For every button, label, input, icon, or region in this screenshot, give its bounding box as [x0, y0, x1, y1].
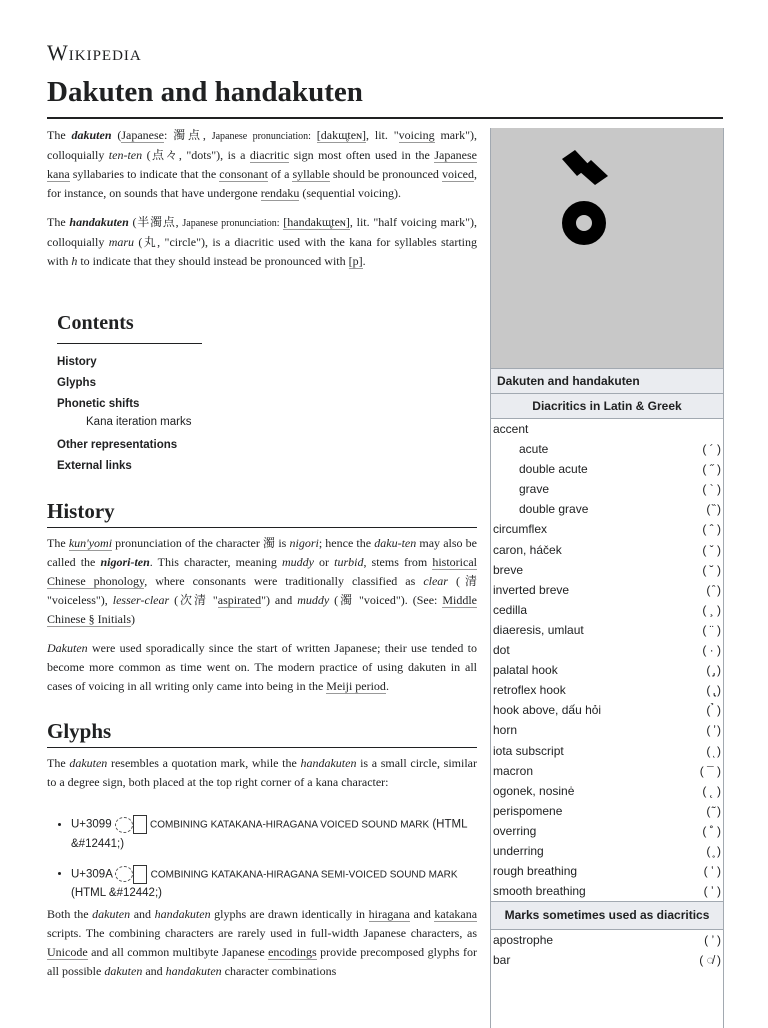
infobox-row-label[interactable]: ogonek, nosinė: [493, 783, 575, 798]
text-run: muddy: [297, 593, 330, 607]
text-run: were used sporadically since the start of written Japanese; their use tended to become more common as time went on. The modern practice of using dakuten in all cases of voicing in all writing only came into being in the: [47, 641, 477, 693]
infobox-row[interactable]: [491, 781, 723, 801]
infobox-row-symbol: ( ´ ): [702, 442, 721, 457]
text-run: handakuten: [69, 215, 129, 229]
toc-item[interactable]: Other representations: [57, 439, 178, 451]
text-run: (丸, "circle"), is a diacritic used with the kana for syllables starting with: [47, 235, 477, 268]
text-run: [311, 128, 317, 142]
infobox-row-symbol: ( ’ ): [704, 933, 721, 948]
infobox-caption: Dakuten and handakuten: [491, 368, 723, 394]
toc-item[interactable]: External links: [57, 460, 132, 472]
text-run: character combinations: [221, 964, 337, 978]
text-run: resembles a quotation mark, while the: [107, 756, 301, 770]
text-run: sign most often used in the: [289, 148, 435, 162]
infobox-row-label[interactable]: caron, háček: [493, 542, 562, 557]
infobox-row-label[interactable]: palatal hook: [493, 663, 558, 678]
inline-link[interactable]: aspirated: [217, 593, 262, 607]
infobox-row[interactable]: [491, 580, 723, 600]
infobox-row[interactable]: [491, 560, 723, 580]
text-run: Dakuten: [47, 641, 88, 655]
text-run: maru: [108, 235, 135, 249]
infobox-row-symbol: ( ˆ ): [702, 522, 721, 537]
text-run: to indicate that they should instead be pronounced with: [77, 254, 349, 268]
codepoint-html: (HTML &#12442;): [71, 887, 162, 900]
inline-link[interactable]: encodings: [268, 945, 317, 959]
infobox-section-latin-greek: Diacritics in Latin & Greek: [491, 394, 723, 419]
text-run: (次清 ": [169, 593, 218, 607]
infobox-row[interactable]: [491, 741, 723, 761]
toc-item[interactable]: History: [57, 356, 97, 368]
inline-link[interactable]: Unicode: [47, 945, 88, 959]
text-run: dakuten: [104, 964, 143, 978]
infobox-row-label[interactable]: cedilla: [493, 602, 528, 617]
inline-link[interactable]: Middle Chinese § Initials: [47, 593, 477, 626]
dakuten-handakuten-glyph-icon: [491, 128, 723, 368]
text-run: The: [47, 536, 69, 550]
infobox-row-symbol: ( · ): [702, 643, 721, 658]
toc-item[interactable]: Kana iteration marks: [86, 416, 192, 428]
text-run: The: [47, 128, 72, 142]
wikipedia-logo[interactable]: Wikipedia: [47, 40, 142, 65]
infobox-row-symbol: ( ˇ ): [702, 542, 721, 557]
infobox-row-label[interactable]: iota subscript: [493, 743, 564, 758]
infobox-row-symbol: ( ʼ ): [703, 884, 721, 899]
text-run: , stems from: [363, 555, 433, 569]
history-heading: History: [47, 499, 115, 523]
text-run: syllabaries to indicate that the: [69, 167, 220, 181]
infobox-row[interactable]: [491, 600, 723, 620]
inline-link[interactable]: syllable: [292, 167, 330, 181]
glyphs-divider: [47, 747, 477, 748]
text-run: ): [131, 612, 135, 626]
text-run: , for instance, on sounds that have undergone: [47, 167, 477, 200]
text-run: ") and: [261, 593, 298, 607]
infobox-image[interactable]: [491, 128, 723, 368]
infobox-row-symbol: ( ˛ ): [702, 783, 721, 798]
missing-glyph-icon: [133, 865, 147, 884]
text-run: and: [409, 907, 435, 921]
infobox-row-label[interactable]: inverted breve: [493, 582, 570, 597]
text-run: lesser-clear: [112, 593, 170, 607]
glyphs-paragraph-2: [47, 905, 477, 981]
glyphs-paragraph-1: [47, 754, 477, 792]
text-run: . This character, meaning: [149, 555, 282, 569]
toc-item[interactable]: Glyphs: [57, 377, 96, 389]
infobox-row[interactable]: [491, 439, 723, 459]
infobox-row[interactable]: [491, 861, 723, 881]
text-run: provide precomposed glyphs for all possible: [47, 945, 477, 978]
infobox-row-label[interactable]: breve: [493, 562, 524, 577]
history-divider: [47, 527, 477, 528]
text-run: is a small circle, similar to a degree sign, both placed at the top right corner of a kana character:: [47, 756, 477, 789]
text-run: muddy: [281, 555, 314, 569]
infobox-row-symbol: ( ˝ ): [702, 462, 721, 477]
text-run: dakuten: [92, 907, 131, 921]
text-run: (sequential voicing).: [299, 186, 402, 200]
text-run: The: [47, 756, 70, 770]
infobox-row[interactable]: [491, 821, 723, 841]
infobox-row[interactable]: [491, 620, 723, 640]
infobox-row-label[interactable]: dot: [493, 643, 510, 658]
inline-link[interactable]: Meiji period: [326, 679, 386, 693]
infobox-row-symbol: ( ʽ ): [703, 864, 721, 879]
text-run: pronunciation of the character 濁 is: [112, 536, 290, 550]
text-run: glyphs are drawn identically in: [210, 907, 369, 921]
infobox-rows-marks: [491, 930, 723, 970]
inline-link[interactable]: hiragana: [368, 907, 410, 921]
infobox-row-label[interactable]: circumflex: [493, 522, 548, 537]
glyphs-intro: [47, 754, 477, 792]
text-run: h: [71, 254, 78, 268]
intro-section: [47, 126, 477, 271]
infobox-row-label[interactable]: overring: [493, 823, 537, 838]
codepoint-name: COMBINING KATAKANA-HIRAGANA VOICED SOUND MARK: [150, 819, 430, 831]
infobox-row-symbol: ( ̢ ): [706, 683, 721, 698]
inline-link[interactable]: kun'yomi: [68, 536, 113, 550]
text-run: of a: [267, 167, 293, 181]
codepoint-list: [55, 815, 491, 914]
infobox-row[interactable]: [491, 459, 723, 479]
text-run: daku-ten: [374, 536, 417, 550]
infobox-row-symbol: ( ͅ ): [706, 743, 721, 758]
infobox-row-symbol: ( ̏ ): [706, 502, 721, 517]
infobox-row-label[interactable]: bar: [493, 953, 511, 968]
text-run: ; hence the: [318, 536, 375, 550]
infobox-row-symbol: ( ̥ ): [706, 843, 721, 858]
text-run: and: [130, 907, 155, 921]
dakuten-glyph-icon: [115, 817, 133, 833]
infobox-row[interactable]: [491, 499, 723, 519]
handakuten-glyph-icon: [115, 866, 133, 882]
text-run: dakuten: [69, 756, 108, 770]
infobox-row-symbol: ( ◌̸ ): [699, 953, 721, 968]
history-paragraph-2: [47, 639, 477, 696]
infobox-row[interactable]: [491, 540, 723, 560]
text-run: (: [111, 128, 122, 142]
infobox-row-symbol: ( ͂ ): [706, 803, 721, 818]
infobox-row-label[interactable]: accent: [493, 422, 529, 436]
text-run: dakuten: [71, 128, 112, 142]
text-run: Both the: [47, 907, 93, 921]
codepoint-name: COMBINING KATAKANA-HIRAGANA SEMI-VOICED SOUND MARK: [150, 869, 458, 881]
infobox-row-symbol: ( ̡ ): [706, 663, 721, 678]
text-run: (清 "voiceless"),: [47, 574, 478, 607]
infobox-section-marks: Marks sometimes used as diacritics: [491, 901, 723, 930]
text-run: handakuten: [165, 964, 222, 978]
toc-list: [57, 352, 202, 477]
infobox-row[interactable]: [491, 519, 723, 539]
inline-link[interactable]: kana: [47, 167, 70, 181]
text-run: handakuten: [300, 756, 357, 770]
infobox-row-label[interactable]: horn: [493, 723, 518, 738]
title-divider: [47, 117, 723, 119]
infobox-row[interactable]: [491, 841, 723, 861]
inline-link[interactable]: voicing: [398, 128, 435, 142]
text-run: nigori-ten: [100, 555, 150, 569]
history-section: [47, 534, 477, 696]
text-run: .: [362, 254, 366, 268]
infobox-row-symbol: ( ` ): [702, 482, 721, 497]
text-run: turbid: [334, 555, 364, 569]
codepoint: U+3099: [71, 818, 112, 831]
infobox-row-label[interactable]: double grave: [519, 502, 589, 517]
infobox-row[interactable]: [491, 640, 723, 660]
text-run: (濁 "voiced"). (See:: [329, 593, 443, 607]
infobox-row-label[interactable]: hook above, dấu hỏi: [493, 703, 602, 718]
infobox-row[interactable]: [491, 680, 723, 700]
text-run: or: [313, 555, 335, 569]
intro-paragraph-1: [47, 126, 477, 203]
text-run: .: [385, 679, 389, 693]
infobox-row-symbol: ( ̛ ): [706, 723, 721, 738]
text-run: handakuten: [154, 907, 211, 921]
inline-link[interactable]: [dakɯ̥teɴ]: [316, 128, 367, 142]
infobox-row-symbol: ( ˚ ): [702, 823, 721, 838]
text-run: and all common multibyte Japanese: [87, 945, 269, 959]
infobox-row-label[interactable]: macron: [493, 763, 534, 778]
infobox-row[interactable]: [491, 950, 723, 970]
inline-link[interactable]: historical Chinese phonology: [47, 555, 477, 588]
text-run: Japanese pronunciation:: [182, 218, 280, 229]
text-run: may also be called the: [47, 536, 477, 569]
list-item: [71, 815, 491, 853]
contents-divider: [57, 343, 202, 344]
inline-link[interactable]: Japanese: [434, 148, 477, 162]
infobox-row[interactable]: [491, 930, 723, 950]
text-run: and: [142, 964, 166, 978]
inline-link[interactable]: katakana: [434, 907, 478, 921]
text-run: mark"), colloquially: [47, 128, 477, 162]
text-run: nigori: [289, 536, 319, 550]
text-run: clear: [423, 574, 448, 588]
text-run: The: [47, 215, 70, 229]
infobox-row[interactable]: [491, 479, 723, 499]
infobox-row-symbol: ( ˘ ): [702, 562, 721, 577]
text-run: (半濁点,: [128, 215, 183, 229]
infobox-row-label[interactable]: apostrophe: [493, 933, 554, 948]
contents-heading: Contents: [57, 312, 134, 334]
inline-link[interactable]: voiced: [442, 167, 474, 181]
inline-link[interactable]: diacritic: [249, 148, 290, 162]
text-run: , lit. "half voicing mark"), colloquially: [47, 215, 478, 249]
infobox-row-label[interactable]: double acute: [519, 462, 588, 477]
infobox-row[interactable]: [491, 881, 723, 901]
text-run: : 濁点,: [164, 128, 212, 142]
infobox-rows-diacritics: [491, 419, 723, 901]
inline-link[interactable]: [handakɯ̥teɴ]: [283, 215, 350, 229]
infobox-row-symbol: ( ̑ ): [706, 582, 721, 597]
codepoint-html: (HTML &#12441;): [71, 818, 468, 850]
infobox-row-symbol: ( ̉ ): [706, 703, 721, 718]
inline-link[interactable]: rendaku: [260, 186, 300, 200]
text-run: ten-ten: [108, 148, 143, 162]
infobox-row[interactable]: [491, 700, 723, 720]
infobox-row-label[interactable]: acute: [519, 442, 549, 457]
infobox-row[interactable]: [491, 660, 723, 680]
infobox-row-symbol: ( ¯ ): [699, 763, 721, 778]
glyphs-more: [47, 905, 477, 981]
infobox-row[interactable]: [491, 720, 723, 740]
infobox-row-label[interactable]: smooth breathing: [493, 884, 586, 899]
infobox-row-symbol: ( ¨ ): [702, 622, 721, 637]
infobox: [490, 128, 724, 1028]
infobox-row-symbol: ( ¸ ): [702, 602, 721, 617]
glyphs-heading: Glyphs: [47, 719, 112, 743]
infobox-row[interactable]: [491, 761, 723, 781]
page-title: Dakuten and handakuten: [47, 76, 363, 108]
text-run: Japanese pronunciation:: [211, 131, 311, 142]
inline-link[interactable]: consonant: [219, 167, 268, 181]
intro-paragraph-2: [47, 213, 477, 271]
infobox-row[interactable]: [491, 419, 723, 439]
text-run: , where consonants were traditionally classified as: [144, 574, 424, 588]
infobox-row-label[interactable]: rough breathing: [493, 864, 578, 879]
table-of-contents: [57, 312, 202, 477]
toc-item[interactable]: Phonetic shifts: [57, 398, 140, 410]
history-paragraph-1: [47, 534, 477, 629]
infobox-row-label[interactable]: retroflex hook: [493, 683, 566, 698]
missing-glyph-icon: [133, 815, 147, 834]
codepoint: U+309A: [71, 868, 113, 881]
inline-link[interactable]: [p]: [348, 254, 363, 268]
infobox-row-label[interactable]: underring: [493, 843, 544, 858]
inline-link[interactable]: Japanese: [121, 128, 165, 142]
text-run: (点々, "dots"), is a: [142, 148, 250, 162]
infobox-row-label[interactable]: diaeresis, umlaut: [493, 622, 584, 637]
infobox-row-label[interactable]: perispomene: [493, 803, 563, 818]
list-item: [71, 865, 491, 903]
text-run: scripts. The combining characters are rarely used in full-width Japanese characters, as: [47, 926, 477, 940]
infobox-row-label[interactable]: grave: [519, 482, 550, 497]
infobox-row[interactable]: [491, 801, 723, 821]
text-run: should be pronounced: [329, 167, 442, 181]
text-run: , lit. ": [366, 128, 399, 142]
